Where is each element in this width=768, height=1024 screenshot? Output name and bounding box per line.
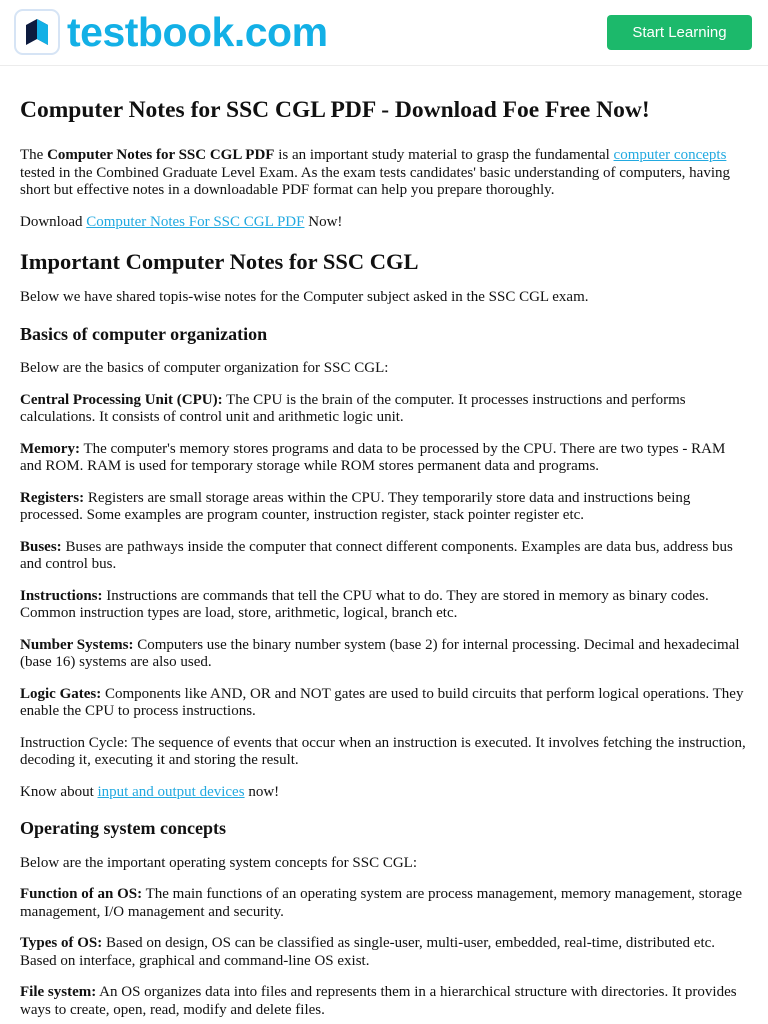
section-heading-important-notes: Important Computer Notes for SSC CGL bbox=[20, 249, 419, 275]
logo-text: testbook.com bbox=[67, 9, 328, 55]
subsection-intro: Below are the important operating system concepts for SSC CGL: bbox=[20, 854, 418, 871]
article-body bbox=[20, 96, 750, 1024]
list-item: Central Processing Unit (CPU): The CPU is the brain of the computer. It processes instructions and performs calculations. It consists of control unit and arithmetic logic unit. bbox=[20, 391, 686, 426]
list-item: Buses: Buses are pathways inside the computer that connect different components. Examples are data bus, address bus and control bus. bbox=[20, 538, 733, 573]
intro-paragraph: The Computer Notes for SSC CGL PDF is an important study material to grasp the fundamental computer concepts tested in the Combined Graduate Level Exam. As the exam tests candidates' basic understanding of computers, having short but effective notes in a downloadable PDF format can help you prepare thoroughly. bbox=[20, 147, 731, 199]
section-intro: Below we have shared topis-wise notes for the Computer subject asked in the SSC CGL exam. bbox=[20, 289, 589, 306]
list-item: File system: An OS organizes data into files and represents them in a hierarchical structure with directories. It provides ways to create, open, read, modify and delete files. bbox=[20, 984, 737, 1018]
list-item: Registers: Registers are small storage areas within the CPU. They temporarily store data and instructions being processed. Some examples are program counter, instruction register, stack pointer register etc. bbox=[20, 489, 691, 524]
list-item: Types of OS: Based on design, OS can be classified as single-user, multi-user, embedded, real-time, distributed etc. Based on interface, graphical and command-line OS exist. bbox=[20, 935, 716, 969]
download-paragraph: Download Computer Notes For SSC CGL PDF Now! bbox=[20, 213, 343, 230]
computer-concepts-link[interactable]: computer concepts bbox=[613, 147, 727, 164]
subsection-heading-operating-system: Operating system concepts bbox=[20, 818, 226, 839]
instruction-cycle-paragraph: Instruction Cycle: The sequence of events that occur when an instruction is executed. It involves fetching the instruction, decoding it, executing it and storing the result. bbox=[20, 734, 746, 769]
subsection-heading-computer-organization: Basics of computer organization bbox=[20, 323, 268, 344]
list-item: Function of an OS: The main functions of an operating system are process management, memory management, storage management, I/O management and security. bbox=[20, 886, 743, 920]
testbook-logo-icon bbox=[14, 9, 60, 55]
start-learning-button[interactable]: Start Learning bbox=[607, 15, 752, 50]
list-item: Memory: The computer's memory stores programs and data to be processed by the CPU. There are two types - RAM and ROM. RAM is used for temporary storage while ROM stores permanent data and programs. bbox=[20, 440, 726, 475]
list-item: Logic Gates: Components like AND, OR and NOT gates are used to build circuits that perform logical operations. They enable the CPU to process instructions. bbox=[20, 685, 744, 720]
know-more-paragraph: Know about input and output devices now! bbox=[20, 783, 280, 800]
input-output-devices-link[interactable]: input and output devices bbox=[97, 783, 245, 800]
subsection-intro: Below are the basics of computer organization for SSC CGL: bbox=[20, 360, 389, 377]
intro-bold-term: Computer Notes for SSC CGL PDF bbox=[47, 147, 275, 164]
testbook-logo[interactable] bbox=[14, 9, 328, 55]
site-header bbox=[0, 0, 768, 66]
page-title: Computer Notes for SSC CGL PDF - Download Foe Free Now! bbox=[20, 97, 650, 123]
list-item: Instructions: Instructions are commands that tell the CPU what to do. They are stored in memory as binary codes. Common instruction types are load, store, arithmetic, logical, branch etc. bbox=[20, 587, 709, 622]
download-pdf-link[interactable]: Computer Notes For SSC CGL PDF bbox=[86, 213, 305, 230]
list-item: Number Systems: Computers use the binary number system (base 2) for internal processing. Decimal and hexadecimal (base 16) systems are also used. bbox=[20, 636, 740, 671]
